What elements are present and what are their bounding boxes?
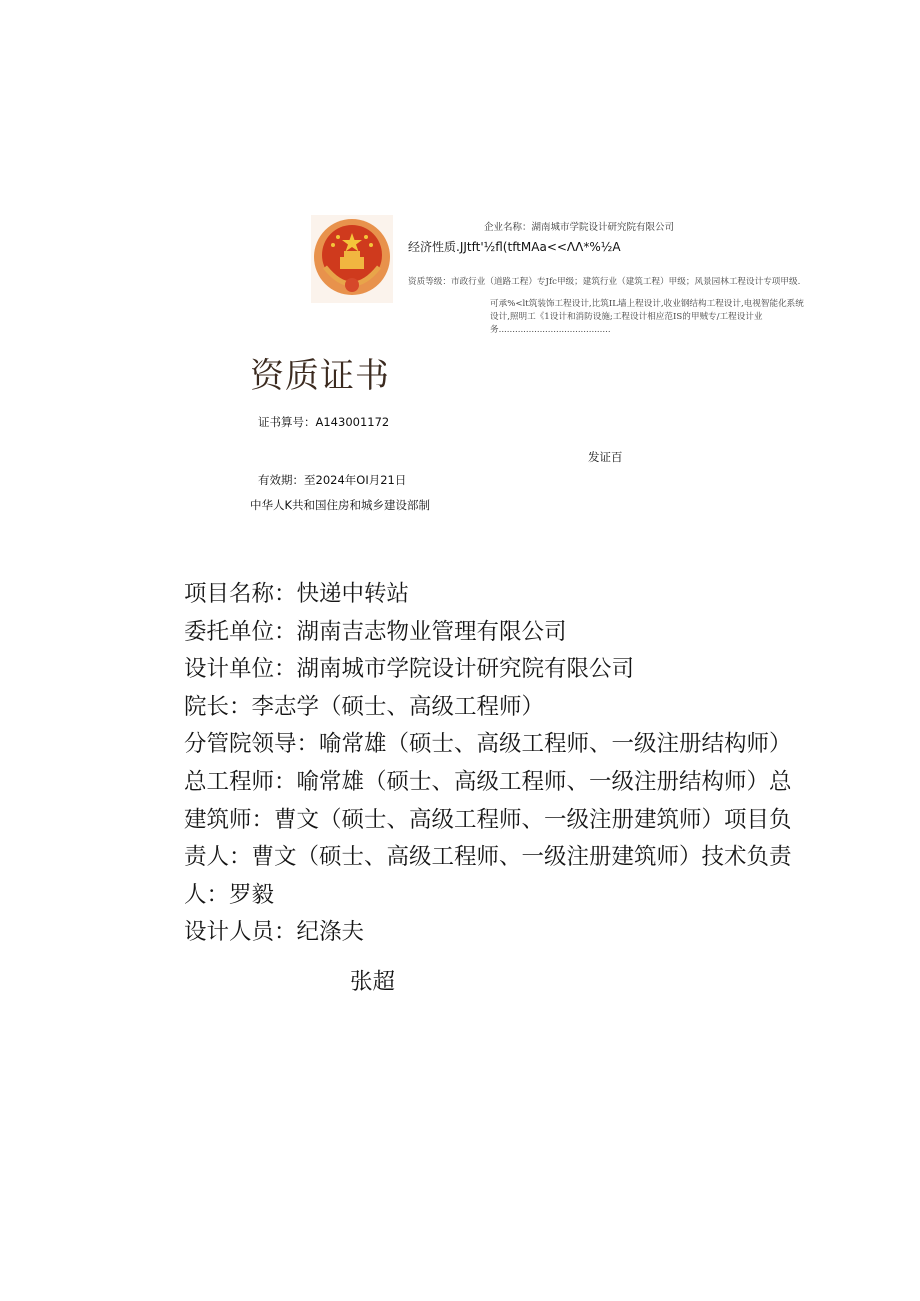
project-line: 院长：李志学（硕士、高级工程师） bbox=[184, 693, 545, 720]
project-line: 分管院领导：喻常雄（硕士、高级工程师、一级注册结构师） bbox=[184, 731, 792, 758]
project-line: 责人：曹文（硕士、高级工程师、一级注册建筑师）技术负责 bbox=[184, 844, 792, 871]
cert-ministry: 中华人K共和国住房和城乡建设部制 bbox=[250, 498, 431, 512]
cert-business-scope: 可承%<lt筑装饰工程设计,比筑IL墙上程设计,收业钢结构工程设计,电视智能化系统设计,照明工《1设计和消防设施;工程设计相应范IS的甲贼专/工程设计业务......................................... bbox=[490, 299, 804, 335]
cert-qualification-grade: 资质等级：市政行业（道路工程）专Jfc甲级；建筑行业（建筑工程）甲级；风景园林工程设计专项甲级. bbox=[408, 277, 801, 287]
cert-number: 证书算号：A143001172 bbox=[258, 415, 390, 429]
project-info bbox=[184, 576, 814, 952]
cert-title: 资质证书 bbox=[250, 356, 390, 396]
national-emblem-icon bbox=[311, 215, 393, 303]
cert-company-name: 企业名称：湖南城市学院设计研究院有限公司 bbox=[484, 222, 675, 233]
project-line: 总工程师：喻常雄（硕士、高级工程师、一级注册结构师）总 bbox=[184, 768, 792, 795]
cert-validity: 有效期：至2024年OI月21日 bbox=[258, 473, 407, 487]
extra-designer: 张超 bbox=[350, 969, 396, 995]
project-line: 建筑师：曹文（硕士、高级工程师、一级注册建筑师）项目负 bbox=[184, 806, 792, 833]
project-line: 设计人员：纪涤夫 bbox=[184, 919, 365, 946]
cert-economic-nature: 经济性质.JJtft'½fl(tftMAa<<ΛΛ*%½A bbox=[408, 240, 621, 254]
cert-issuer: 发证百 bbox=[588, 450, 623, 464]
project-line: 项目名称：快递中转站 bbox=[184, 581, 410, 607]
project-line: 人：罗毅 bbox=[184, 881, 275, 908]
project-line: 设计单位：湖南城市学院设计研究院有限公司 bbox=[184, 656, 635, 683]
project-line: 委托单位：湖南吉志物业管理有限公司 bbox=[184, 618, 567, 645]
